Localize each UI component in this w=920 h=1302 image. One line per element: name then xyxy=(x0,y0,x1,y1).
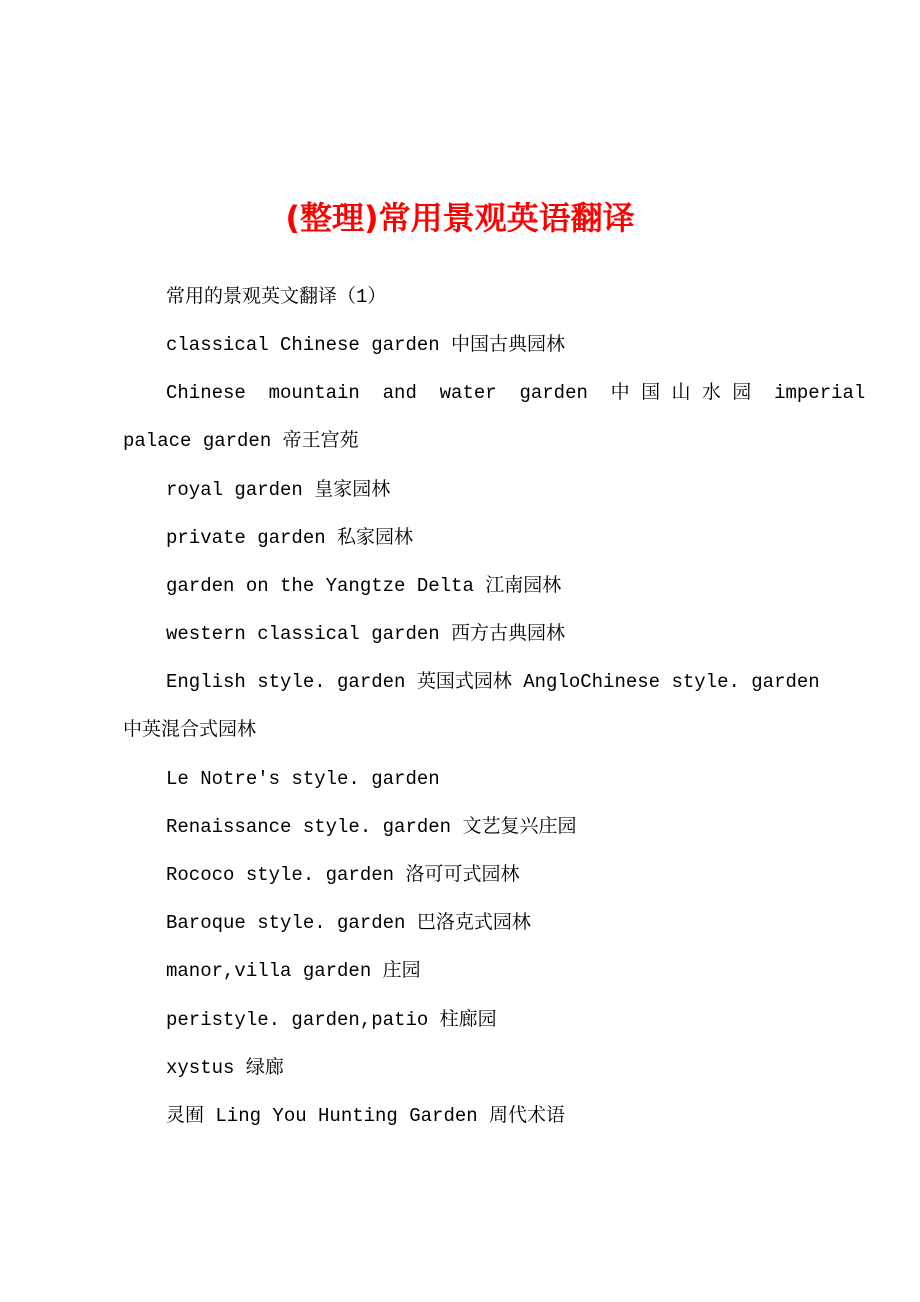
paragraph-royal-garden: royal garden 皇家园林 xyxy=(166,479,391,501)
paragraph-renaissance-garden: Renaissance style. garden 文艺复兴庄园 xyxy=(166,816,577,838)
paragraph-le-notre-garden: Le Notre's style. garden xyxy=(166,768,440,790)
paragraph-private-garden: private garden 私家园林 xyxy=(166,527,414,549)
paragraph-mountain-water-garden: Chinese mountain and water garden 中 国 山 水 园 imperial xyxy=(166,382,866,404)
document-title: (整理)常用景观英语翻译 xyxy=(285,199,635,237)
paragraph-classical-chinese-garden: classical Chinese garden 中国古典园林 xyxy=(166,334,566,356)
paragraph-manor-villa-garden: manor,villa garden 庄园 xyxy=(166,960,421,982)
paragraph-english-style-garden-continuation: 中英混合式园林 xyxy=(123,719,257,741)
paragraph-peristyle-garden: peristyle. garden,patio 柱廊园 xyxy=(166,1009,497,1031)
paragraph-baroque-garden: Baroque style. garden 巴洛克式园林 xyxy=(166,912,531,934)
paragraph-ling-you-hunting-garden: 灵囿 Ling You Hunting Garden 周代术语 xyxy=(166,1105,566,1127)
paragraph-mountain-water-garden-continuation: palace garden 帝王宫苑 xyxy=(123,430,359,452)
paragraph-western-classical-garden: western classical garden 西方古典园林 xyxy=(166,623,566,645)
paragraph-rococo-garden: Rococo style. garden 洛可可式园林 xyxy=(166,864,520,886)
paragraph-xystus: xystus 绿廊 xyxy=(166,1057,284,1079)
paragraph-yangtze-delta-garden: garden on the Yangtze Delta 江南园林 xyxy=(166,575,562,597)
paragraph-english-style-garden: English style. garden 英国式园林 AngloChinese style. garden xyxy=(166,671,820,693)
paragraph-subtitle: 常用的景观英文翻译（1） xyxy=(166,286,387,308)
